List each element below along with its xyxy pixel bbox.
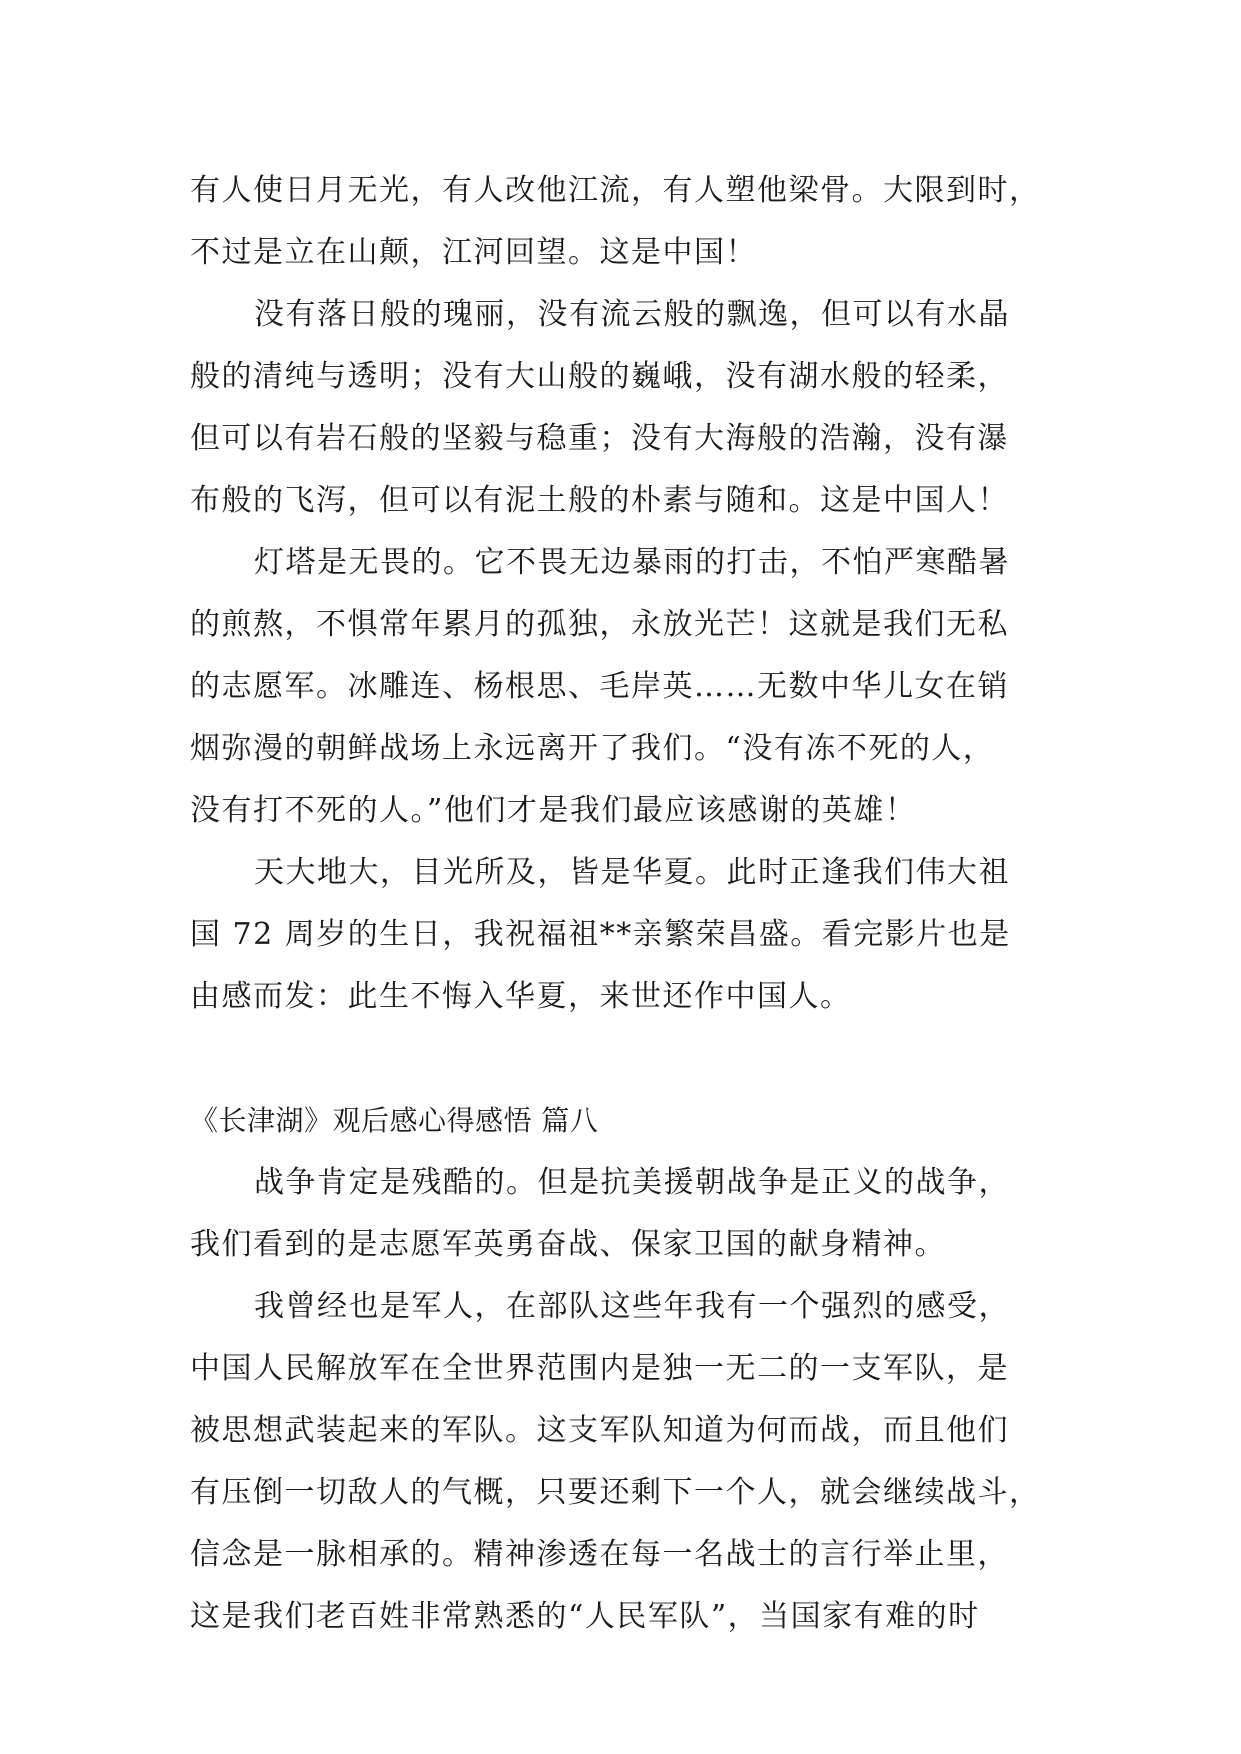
text-line: 般的清纯与透明；没有大山般的巍峨，没有湖水般的轻柔，: [190, 359, 1009, 394]
text-line: 没有落日般的瑰丽，没有流云般的飘逸，但可以有水晶: [254, 297, 1010, 332]
text-line: 国 72 周岁的生日，我祝福祖**亲繁荣昌盛。看完影片也是: [190, 917, 1011, 952]
text-line: 有人使日月无光，有人改他江流，有人塑他梁骨。大限到时，: [190, 173, 1041, 208]
text-line: 战争肯定是残酷的。但是抗美援朝战争是正义的战争，: [254, 1165, 1010, 1200]
text-line: 布般的飞泻，但可以有泥土般的朴素与随和。这是中国人！: [190, 483, 1009, 518]
text-line: 烟弥漫的朝鲜战场上永远离开了我们。“没有冻不死的人，: [190, 731, 995, 766]
paragraph-1: [190, 160, 1050, 284]
paragraph-3: [190, 532, 1050, 842]
paragraph-5: [190, 1152, 1050, 1276]
text-line: 的志愿军。冰雕连、杨根思、毛岸英……无数中华儿女在销: [190, 669, 1009, 704]
paragraph-4: [190, 842, 1050, 1028]
text-line: 天大地大，目光所及，皆是华夏。此时正逢我们伟大祖: [254, 855, 1010, 890]
text-line: 中国人民解放军在全世界范围内是独一无二的一支军队，是: [190, 1351, 1009, 1386]
text-line: 的煎熬，不惧常年累月的孤独，永放光芒！这就是我们无私: [190, 607, 1009, 642]
section-heading: 《长津湖》观后感心得感悟 篇八: [190, 1104, 599, 1137]
text-line: 被思想武装起来的军队。这支军队知道为何而战，而且他们: [190, 1413, 1009, 1448]
text-line: 这是我们老百姓非常熟悉的“人民军队”，当国家有难的时: [190, 1599, 980, 1634]
document-body: [190, 160, 1050, 1648]
text-line: 不过是立在山颠，江河回望。这是中国！: [190, 235, 757, 270]
text-line: 没有打不死的人。”他们才是我们最应该感谢的英雄！: [190, 793, 917, 828]
text-line: 我曾经也是军人，在部队这些年我有一个强烈的感受，: [254, 1289, 1010, 1324]
text-line: 信念是一脉相承的。精神渗透在每一名战士的言行举止里，: [190, 1537, 1009, 1572]
paragraph-2: [190, 284, 1050, 532]
text-line: 灯塔是无畏的。它不畏无边暴雨的打击，不怕严寒酷暑: [254, 545, 1010, 580]
text-line: 我们看到的是志愿军英勇奋战、保家卫国的献身精神。: [190, 1227, 946, 1262]
text-line: 但可以有岩石般的坚毅与稳重；没有大海般的浩瀚，没有瀑: [190, 421, 1009, 456]
paragraph-6: [190, 1276, 1050, 1648]
text-line: 有压倒一切敌人的气概，只要还剩下一个人，就会继续战斗，: [190, 1475, 1041, 1510]
text-line: 由感而发：此生不悔入华夏，来世还作中国人。: [190, 979, 852, 1014]
